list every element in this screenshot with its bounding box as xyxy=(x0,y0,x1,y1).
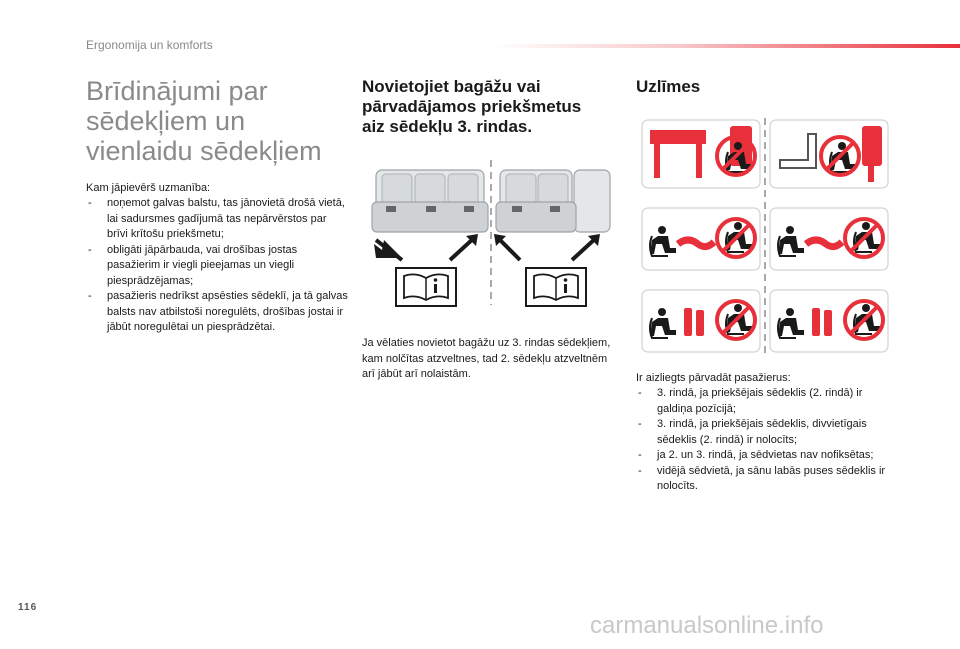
list-item: - pasažieris nedrīkst apsēsties sēdeklī, ja tā galvas balsts nav atbilstoši noregulēts, drošības jostai ir jābūt noregulētai un piesprādzētai. xyxy=(86,289,348,336)
stickers-title: Uzlīmes xyxy=(636,77,701,96)
section-title: Ergonomija un komforts xyxy=(86,38,213,52)
sticker-side-seat-folded xyxy=(770,290,888,352)
sticker-table-position xyxy=(642,120,760,188)
folded-seat-left xyxy=(372,170,488,232)
folded-seats-illustration xyxy=(362,160,622,310)
stickers-list xyxy=(636,386,898,495)
sticker-side-seat-folded xyxy=(642,290,760,352)
sticker-unlocked-seat xyxy=(642,208,760,270)
luggage-title-line-3: aiz sēdekļu 3. rindas. xyxy=(362,117,533,136)
folded-seat-right xyxy=(496,170,610,232)
sticker-unlocked-seat xyxy=(770,208,888,270)
warnings-title xyxy=(86,76,356,166)
list-item: - 3. rindā, ja priekšējais sēdeklis (2. rindā) ir galdiņa pozīcijā; xyxy=(636,386,898,417)
stickers-intro: Ir aizliegts pārvadāt pasažierus: xyxy=(636,372,791,384)
warnings-list xyxy=(86,196,348,336)
luggage-title xyxy=(362,77,632,137)
owners-manual-icon xyxy=(526,268,586,306)
list-item: - vidējā sēdvietā, ja sānu labās puses sēdeklis ir nolocīts. xyxy=(636,464,898,495)
luggage-title-line-2: pārvadājamos priekšmetus xyxy=(362,97,582,116)
arrows xyxy=(374,234,600,260)
owners-manual-icon xyxy=(396,268,456,306)
watermark: carmanualsonline.info xyxy=(590,612,824,639)
list-item: - 3. rindā, ja priekšējais sēdeklis, divvietīgais sēdeklis (2. rindā) ir nolocīts; xyxy=(636,417,898,448)
sticker-folded-seat xyxy=(770,120,888,188)
list-item: - ja 2. un 3. rindā, ja sēdvietas nav nofiksētas; xyxy=(636,448,898,464)
luggage-title-line-1: Novietojiet bagāžu vai xyxy=(362,77,541,96)
warnings-title-line-3: vienlaidu sēdekļiem xyxy=(86,136,322,166)
stickers-illustration xyxy=(640,118,890,358)
warnings-title-line-2: sēdekļiem un xyxy=(86,106,246,136)
page-number: 116 xyxy=(18,602,38,613)
warnings-title-line-1: Brīdinājumi par xyxy=(86,76,268,106)
warnings-intro: Kam jāpievērš uzmanība: xyxy=(86,182,211,194)
list-item: - noņemot galvas balstu, tas jānovietā drošā vietā, lai sadursmes gadījumā tas nepārvērstos par brīvi krītošu priekšmetu; xyxy=(86,196,348,243)
header-accent-bar xyxy=(490,44,960,48)
luggage-text: Ja vēlaties novietot bagāžu uz 3. rindas sēdekļiem, kam nolčītas atzveltnes, tad 2. sēdekļu atzveltnēm arī jābūt arī nolaistām. xyxy=(362,337,611,380)
list-item: - obligāti jāpārbauda, vai drošības jostas pasažierim ir viegli pieejamas un viegli piesprādzējamas; xyxy=(86,243,348,290)
